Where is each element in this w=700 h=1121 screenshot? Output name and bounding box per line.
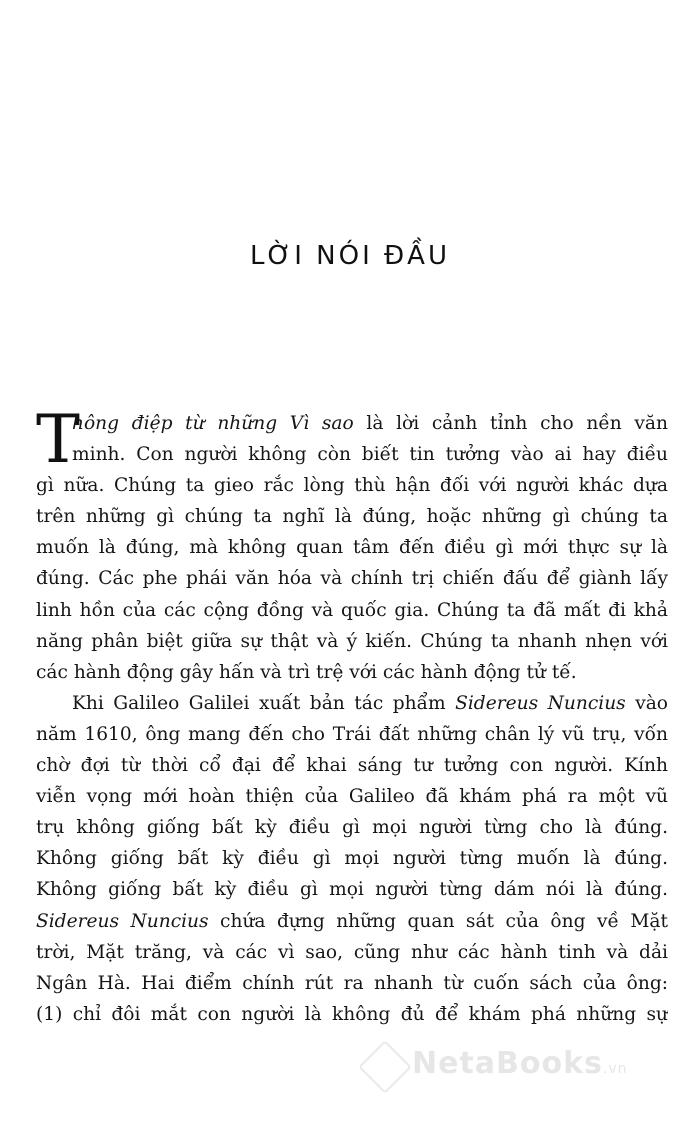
text-line: các hành động gây hấn và trì trệ với các hành động tử tế.	[36, 661, 577, 683]
text-line: năng phân biệt giữa sự thật và ý kiến. Chúng ta nhanh nhẹn với	[36, 630, 668, 652]
text-line: trời, Mặt trăng, và các vì sao, cũng như các hành tinh và dải	[36, 941, 668, 963]
text-line: đúng. Các phe phái văn hóa và chính trị chiến đấu để giành lấy	[36, 568, 668, 590]
text-span: Khi Galileo Galilei xuất bản tác phẩm	[72, 692, 456, 714]
text-line: linh hồn của các cộng đồng và quốc gia. Chúng ta đã mất đi khả	[36, 599, 668, 621]
text-line: gì nữa. Chúng ta gieo rắc lòng thù hận đối với người khác dựa	[36, 475, 668, 497]
drop-cap: T	[36, 401, 81, 478]
text-line	[36, 906, 668, 937]
book-title-italic: hông điệp từ những Vì sao	[72, 413, 354, 434]
watermark-brand: NetaBooks	[412, 1046, 603, 1081]
text-line: (1) chỉ đôi mắt con người là không đủ để khám phá những sự	[36, 1003, 668, 1025]
book-title-italic: Sidereus Nuncius	[455, 692, 626, 714]
watermark-suffix: .vn	[602, 1061, 628, 1077]
text-line: năm 1610, ông mang đến cho Trái đất những chân lý vũ trụ, vốn	[36, 723, 668, 745]
watermark-logo-icon	[358, 1040, 412, 1094]
text-line: chờ đợi từ thời cổ đại để khai sáng tư tưởng con người. Kính	[36, 755, 668, 777]
paragraph-1	[36, 401, 668, 688]
text-line: trên những gì chúng ta nghĩ là đúng, hoặc những gì chúng ta	[36, 506, 668, 528]
text-line	[36, 688, 668, 719]
text-span: là lời cảnh tỉnh cho nền văn	[353, 413, 668, 434]
text-line: viễn vọng mới hoàn thiện của Galileo đã khám phá ra một vũ	[36, 786, 668, 808]
watermark-text	[412, 1046, 628, 1081]
text-line	[36, 408, 668, 439]
text-span: chứa đựng những quan sát của ông về Mặt	[208, 910, 668, 932]
book-title-italic: Sidereus Nuncius	[36, 910, 209, 932]
text-line: minh. Con người không còn biết tin tưởng vào ai hay điều	[72, 444, 668, 466]
text-line: trụ không giống bất kỳ điều gì mọi người từng cho là đúng.	[36, 817, 668, 839]
body-text	[36, 401, 668, 1030]
text-span: vào	[625, 692, 668, 714]
text-line: Không giống bất kỳ điều gì mọi người từng dám nói là đúng.	[36, 879, 668, 901]
paragraph-2	[36, 688, 668, 1030]
watermark	[366, 1040, 686, 1090]
chapter-title: LỜI NÓI ĐẦU	[250, 241, 450, 271]
text-line: muốn là đúng, mà không quan tâm đến điều gì mới thực sự là	[36, 537, 668, 559]
text-line: Không giống bất kỳ điều gì mọi người từng muốn là đúng.	[36, 848, 668, 870]
text-line: Ngân Hà. Hai điểm chính rút ra nhanh từ cuốn sách của ông:	[36, 972, 668, 994]
